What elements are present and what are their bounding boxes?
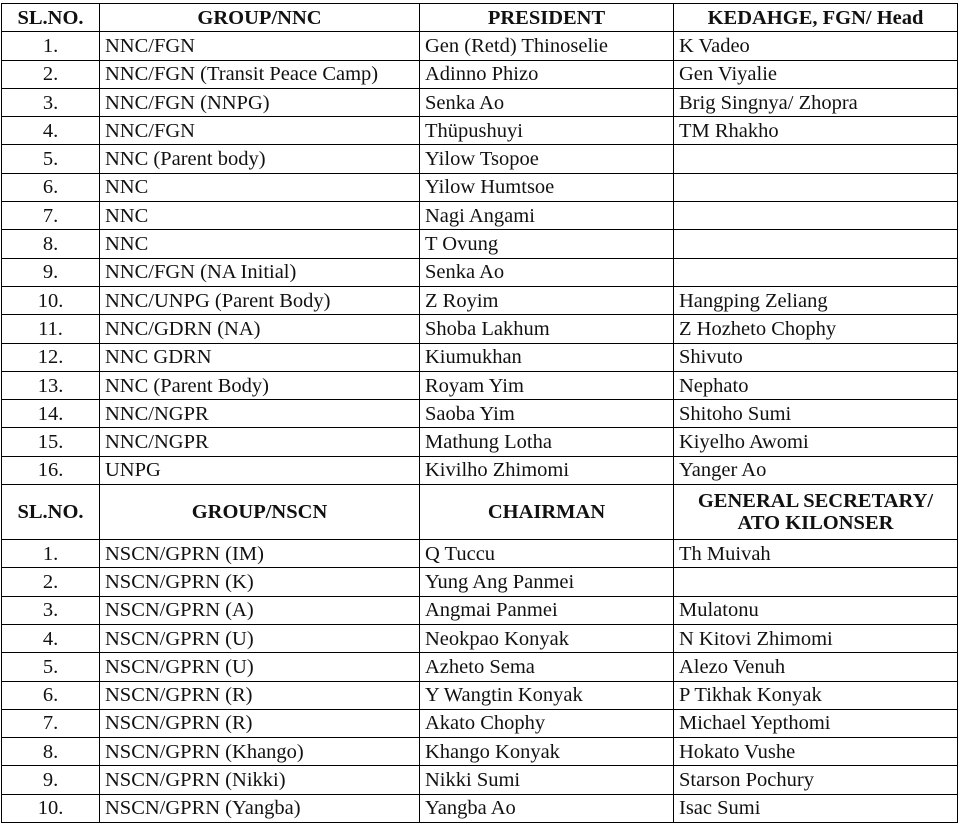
- table-row: [2, 738, 958, 766]
- group-cell: NNC: [100, 202, 420, 230]
- table-row: [2, 681, 958, 709]
- sl-no-cell: 10.: [2, 794, 100, 822]
- sl-no-cell: 8.: [2, 738, 100, 766]
- group-cell: NNC/NGPR: [100, 400, 420, 428]
- leader-cell: Yung Ang Panmei: [420, 568, 674, 596]
- table-row: [2, 145, 958, 173]
- nscn-header-group: GROUP/NSCN: [100, 485, 420, 540]
- table-row: [2, 32, 958, 60]
- leader-cell: T Ovung: [420, 230, 674, 258]
- leader-cell: Y Wangtin Konyak: [420, 681, 674, 709]
- leader-cell: Gen (Retd) Thinoselie: [420, 32, 674, 60]
- head-cell: Isac Sumi: [674, 794, 958, 822]
- nscn-header-slno: SL.NO.: [2, 485, 100, 540]
- group-cell: NSCN/GPRN (Nikki): [100, 766, 420, 794]
- nscn-header-chairman: CHAIRMAN: [420, 485, 674, 540]
- table-row: [2, 709, 958, 737]
- head-cell: Shitoho Sumi: [674, 400, 958, 428]
- sl-no-cell: 1.: [2, 32, 100, 60]
- table-row: [2, 230, 958, 258]
- group-cell: NNC/NGPR: [100, 428, 420, 456]
- sl-no-cell: 15.: [2, 428, 100, 456]
- nnc-header-group: GROUP/NNC: [100, 4, 420, 32]
- group-cell: NNC/GDRN (NA): [100, 315, 420, 343]
- head-cell: Brig Singnya/ Zhopra: [674, 88, 958, 116]
- sl-no-cell: 2.: [2, 60, 100, 88]
- sl-no-cell: 14.: [2, 400, 100, 428]
- group-cell: NSCN/GPRN (Yangba): [100, 794, 420, 822]
- group-cell: NSCN/GPRN (Khango): [100, 738, 420, 766]
- table-row: [2, 766, 958, 794]
- leader-cell: Senka Ao: [420, 88, 674, 116]
- sl-no-cell: 4.: [2, 117, 100, 145]
- head-cell: [674, 202, 958, 230]
- head-cell: P Tikhak Konyak: [674, 681, 958, 709]
- group-cell: NSCN/GPRN (IM): [100, 540, 420, 568]
- table-row: [2, 596, 958, 624]
- group-cell: NNC/UNPG (Parent Body): [100, 286, 420, 314]
- sl-no-cell: 1.: [2, 540, 100, 568]
- sl-no-cell: 11.: [2, 315, 100, 343]
- group-cell: NNC GDRN: [100, 343, 420, 371]
- group-cell: NNC/FGN: [100, 117, 420, 145]
- leader-cell: Kivilho Zhimomi: [420, 456, 674, 484]
- group-cell: NSCN/GPRN (A): [100, 596, 420, 624]
- head-cell: Alezo Venuh: [674, 653, 958, 681]
- sl-no-cell: 3.: [2, 88, 100, 116]
- table-row: [2, 371, 958, 399]
- leader-cell: Thüpushuyi: [420, 117, 674, 145]
- table-row: [2, 540, 958, 568]
- leader-cell: Mathung Lotha: [420, 428, 674, 456]
- sl-no-cell: 5.: [2, 145, 100, 173]
- nnc-header-row: [2, 4, 958, 32]
- leader-cell: Khango Konyak: [420, 738, 674, 766]
- leader-cell: Yilow Humtsoe: [420, 173, 674, 201]
- group-cell: NSCN/GPRN (U): [100, 624, 420, 652]
- nnc-header-slno: SL.NO.: [2, 4, 100, 32]
- groups-table-body: [2, 4, 958, 823]
- group-cell: NNC/FGN (NNPG): [100, 88, 420, 116]
- leader-cell: Nagi Angami: [420, 202, 674, 230]
- sl-no-cell: 8.: [2, 230, 100, 258]
- sl-no-cell: 10.: [2, 286, 100, 314]
- head-cell: Mulatonu: [674, 596, 958, 624]
- sl-no-cell: 7.: [2, 202, 100, 230]
- nnc-header-president: PRESIDENT: [420, 4, 674, 32]
- leader-cell: Akato Chophy: [420, 709, 674, 737]
- head-cell: [674, 173, 958, 201]
- table-row: [2, 653, 958, 681]
- head-cell: Hangping Zeliang: [674, 286, 958, 314]
- sl-no-cell: 2.: [2, 568, 100, 596]
- sl-no-cell: 6.: [2, 681, 100, 709]
- head-cell: TM Rhakho: [674, 117, 958, 145]
- table-row: [2, 286, 958, 314]
- table-row: [2, 117, 958, 145]
- leader-cell: Senka Ao: [420, 258, 674, 286]
- head-cell: Nephato: [674, 371, 958, 399]
- table-row: [2, 202, 958, 230]
- leader-cell: Z Royim: [420, 286, 674, 314]
- head-cell: Michael Yepthomi: [674, 709, 958, 737]
- sl-no-cell: 12.: [2, 343, 100, 371]
- head-cell: N Kitovi Zhimomi: [674, 624, 958, 652]
- table-row: [2, 456, 958, 484]
- head-cell: Gen Viyalie: [674, 60, 958, 88]
- table-row: [2, 794, 958, 822]
- group-cell: NSCN/GPRN (R): [100, 681, 420, 709]
- leader-cell: Neokpao Konyak: [420, 624, 674, 652]
- group-cell: NNC (Parent body): [100, 145, 420, 173]
- head-cell: [674, 230, 958, 258]
- head-cell: [674, 568, 958, 596]
- head-cell: Hokato Vushe: [674, 738, 958, 766]
- leader-cell: Angmai Panmei: [420, 596, 674, 624]
- head-cell: [674, 258, 958, 286]
- leader-cell: Kiumukhan: [420, 343, 674, 371]
- group-cell: NNC: [100, 230, 420, 258]
- sl-no-cell: 6.: [2, 173, 100, 201]
- head-cell: Starson Pochury: [674, 766, 958, 794]
- nnc-header-kedahge: KEDAHGE, FGN/ Head: [674, 4, 958, 32]
- group-cell: UNPG: [100, 456, 420, 484]
- nscn-header-row: [2, 485, 958, 540]
- table-row: [2, 400, 958, 428]
- leader-cell: Saoba Yim: [420, 400, 674, 428]
- head-cell: Yanger Ao: [674, 456, 958, 484]
- head-cell: Kiyelho Awomi: [674, 428, 958, 456]
- group-cell: NSCN/GPRN (K): [100, 568, 420, 596]
- table-row: [2, 624, 958, 652]
- table-row: [2, 88, 958, 116]
- group-cell: NNC/FGN (Transit Peace Camp): [100, 60, 420, 88]
- sl-no-cell: 5.: [2, 653, 100, 681]
- group-cell: NSCN/GPRN (R): [100, 709, 420, 737]
- leader-cell: Yilow Tsopoe: [420, 145, 674, 173]
- groups-table: [1, 3, 958, 823]
- sl-no-cell: 9.: [2, 258, 100, 286]
- leader-cell: Royam Yim: [420, 371, 674, 399]
- leader-cell: Shoba Lakhum: [420, 315, 674, 343]
- group-cell: NNC: [100, 173, 420, 201]
- sl-no-cell: 4.: [2, 624, 100, 652]
- nscn-header-general-secretary: GENERAL SECRETARY/ ATO KILONSER: [674, 485, 958, 540]
- group-cell: NSCN/GPRN (U): [100, 653, 420, 681]
- sl-no-cell: 13.: [2, 371, 100, 399]
- head-cell: Z Hozheto Chophy: [674, 315, 958, 343]
- group-cell: NNC/FGN (NA Initial): [100, 258, 420, 286]
- table-row: [2, 343, 958, 371]
- leader-cell: Yangba Ao: [420, 794, 674, 822]
- leader-cell: Adinno Phizo: [420, 60, 674, 88]
- head-cell: [674, 145, 958, 173]
- group-cell: NNC (Parent Body): [100, 371, 420, 399]
- head-cell: Shivuto: [674, 343, 958, 371]
- sl-no-cell: 16.: [2, 456, 100, 484]
- sl-no-cell: 3.: [2, 596, 100, 624]
- leader-cell: Azheto Sema: [420, 653, 674, 681]
- head-cell: Th Muivah: [674, 540, 958, 568]
- table-row: [2, 258, 958, 286]
- table-row: [2, 428, 958, 456]
- leader-cell: Nikki Sumi: [420, 766, 674, 794]
- sl-no-cell: 7.: [2, 709, 100, 737]
- head-cell: K Vadeo: [674, 32, 958, 60]
- table-row: [2, 60, 958, 88]
- table-row: [2, 568, 958, 596]
- table-row: [2, 173, 958, 201]
- table-row: [2, 315, 958, 343]
- group-cell: NNC/FGN: [100, 32, 420, 60]
- sl-no-cell: 9.: [2, 766, 100, 794]
- leader-cell: Q Tuccu: [420, 540, 674, 568]
